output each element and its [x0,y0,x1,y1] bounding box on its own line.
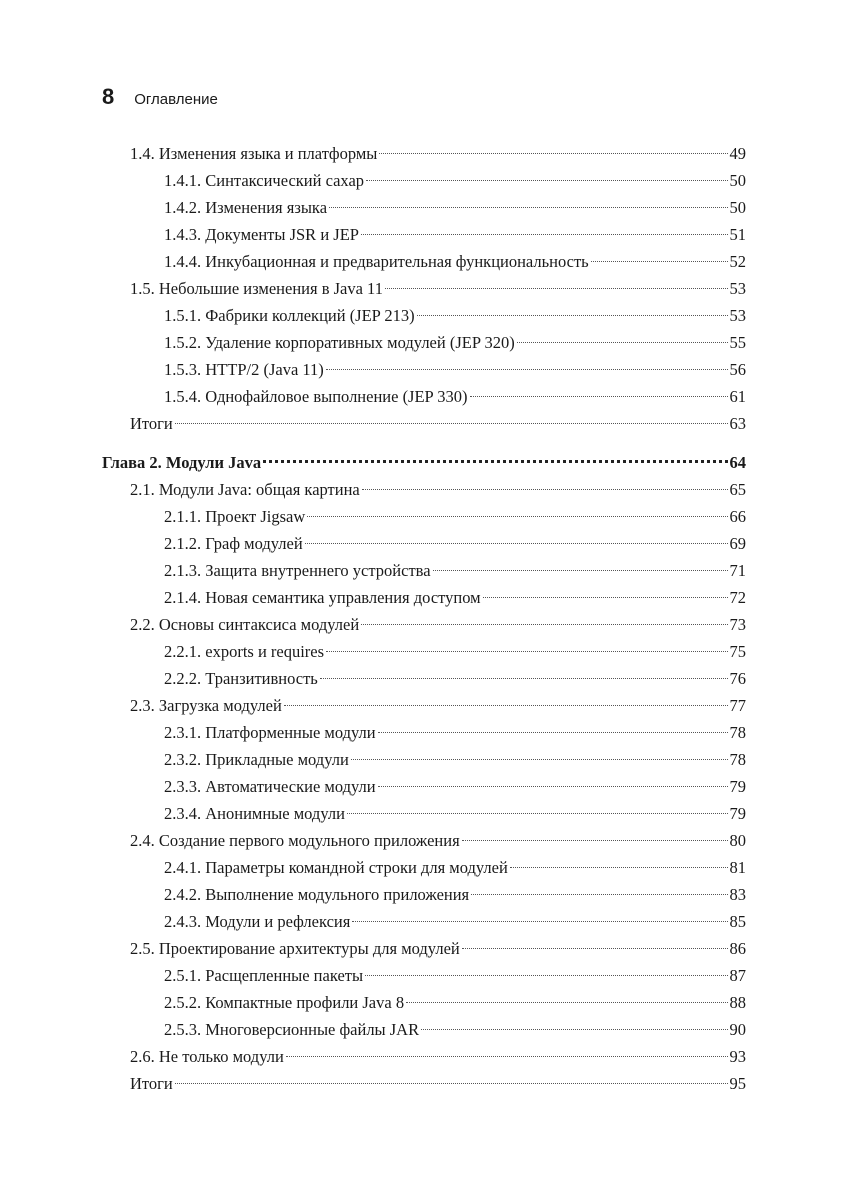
toc-subsection-entry [102,665,746,692]
toc-entry-title: 1.5.2. Удаление корпоративных модулей (JEP 320) [164,333,515,352]
toc-entry-page: 53 [729,306,746,325]
toc-subsection-entry [102,503,746,530]
toc-subsection-entry [102,221,746,248]
toc-entry-title: Глава 2. Модули Java [102,453,262,472]
toc-section-entry [102,1070,746,1097]
toc-entry-title: Итоги [130,414,173,433]
toc-subsection-entry [102,1016,746,1043]
toc-entry-title: 2.4. Создание первого модульного приложения [130,831,460,850]
toc-entry-page: 95 [729,1074,746,1093]
toc-dot-leader [591,261,728,262]
toc-subsection-entry [102,530,746,557]
toc-subsection-entry [102,746,746,773]
toc-subsection-entry [102,989,746,1016]
toc-entry-title: 2.6. Не только модули [130,1047,284,1066]
toc-section-entry [102,1043,746,1070]
toc-entry-page: 51 [729,225,746,244]
toc-entry-title: 1.5.4. Однофайловое выполнение (JEP 330) [164,387,468,406]
toc-entry-title: 2.3.3. Автоматические модули [164,777,376,796]
toc-entry-title: 2.5.2. Компактные профили Java 8 [164,993,405,1012]
toc-entry-page: 65 [729,480,746,499]
toc-subsection-entry [102,719,746,746]
toc-entry-title: 1.4.1. Синтаксический сахар [164,171,365,190]
toc-dot-leader [417,315,728,316]
toc-entry-page: 87 [729,966,746,985]
toc-entry-title: 1.4.4. Инкубационная и предварительная функциональность [164,252,589,271]
toc-dot-leader [175,1083,728,1084]
toc-dot-leader [362,489,728,490]
toc-entry-page: 69 [729,534,746,553]
toc-subsection-entry [102,383,746,410]
toc-entry-page: 64 [729,453,746,472]
toc-entry-page: 73 [729,615,746,634]
toc-dot-leader [329,207,727,208]
running-header [102,84,218,110]
toc-entry-title: 2.2.2. Транзитивность [164,669,318,688]
toc-subsection-entry [102,584,746,611]
toc-entry-page: 63 [729,414,746,433]
toc-dot-leader [320,678,728,679]
toc-dot-leader [365,975,727,976]
toc-chapter-entry [102,449,746,476]
toc-dot-leader [379,153,727,154]
toc-entry-title: 2.3.2. Прикладные модули [164,750,349,769]
toc-dot-leader [326,369,728,370]
toc-dot-leader [378,786,728,787]
toc-entry-page: 61 [729,387,746,406]
toc-entry-title: 2.2. Основы синтаксиса модулей [130,615,360,634]
toc-subsection-entry [102,302,746,329]
toc-entry-title: 2.1.2. Граф модулей [164,534,303,553]
toc-entry-page: 77 [729,696,746,715]
toc-entry-page: 93 [729,1047,746,1066]
toc-subsection-entry [102,854,746,881]
toc-dot-leader [378,732,728,733]
toc-entry-title: 2.5.3. Многоверсионные файлы JAR [164,1020,420,1039]
toc-section-entry [102,611,746,638]
toc-dot-leader [326,651,727,652]
toc-entry-title: 2.1.3. Защита внутреннего устройства [164,561,431,580]
toc-dot-leader [284,705,728,706]
toc-entry-page: 78 [729,750,746,769]
toc-entry-page: 83 [729,885,746,904]
toc-entry-page: 86 [729,939,746,958]
toc-entry-page: 90 [729,1020,746,1039]
toc-section-entry [102,410,746,437]
toc-entry-title: 2.4.2. Выполнение модульного приложения [164,885,470,904]
toc-entry-title: 2.4.1. Параметры командной строки для модулей [164,858,508,877]
toc-entry-page: 81 [729,858,746,877]
toc-entry-page: 71 [729,561,746,580]
toc-dot-leader [263,460,727,463]
toc-subsection-entry [102,908,746,935]
toc-entry-page: 50 [729,198,746,217]
toc-entry-title: 2.5.1. Расщепленные пакеты [164,966,364,985]
toc-section-entry [102,275,746,302]
page-number: 8 [102,84,115,109]
toc-dot-leader [347,813,728,814]
toc-entry-title: 2.1. Модули Java: общая картина [130,480,360,499]
toc-dot-leader [351,759,728,760]
toc-entry-title: 1.5.3. HTTP/2 (Java 11) [164,360,324,379]
toc-dot-leader [433,570,728,571]
toc-entry-page: 75 [729,642,746,661]
toc-dot-leader [361,234,728,235]
toc-dot-leader [385,288,728,289]
toc-section-entry [102,692,746,719]
toc-subsection-entry [102,962,746,989]
toc-dot-leader [305,543,728,544]
toc-entry-page: 76 [729,669,746,688]
toc-entry-page: 53 [729,279,746,298]
toc-subsection-entry [102,881,746,908]
toc-subsection-entry [102,557,746,584]
toc-entry-title: 1.5.1. Фабрики коллекций (JEP 213) [164,306,415,325]
toc-dot-leader [471,894,727,895]
toc-subsection-entry [102,773,746,800]
toc-dot-leader [352,921,727,922]
toc-entry-title: 2.2.1. exports и requires [164,642,325,661]
toc-entry-page: 79 [729,804,746,823]
toc-entry-page: 78 [729,723,746,742]
toc-section-entry [102,476,746,503]
toc-dot-leader [462,840,728,841]
toc-entry-title: 2.5. Проектирование архитектуры для модулей [130,939,460,958]
toc-entry-title: 1.4. Изменения языка и платформы [130,144,378,163]
toc-entry-title: 1.4.3. Документы JSR и JEP [164,225,359,244]
toc-entry-page: 66 [729,507,746,526]
toc-entry-title: 2.1.4. Новая семантика управления доступом [164,588,481,607]
toc-subsection-entry [102,329,746,356]
toc-dot-leader [421,1029,727,1030]
toc-entry-title: 2.3. Загрузка модулей [130,696,282,715]
toc-entry-title: 2.1.1. Проект Jigsaw [164,507,306,526]
toc-entry-page: 52 [729,252,746,271]
toc-dot-leader [470,396,728,397]
toc-entry-title: 2.3.4. Анонимные модули [164,804,345,823]
toc-subsection-entry [102,356,746,383]
toc-dot-leader [307,516,727,517]
toc-subsection-entry [102,800,746,827]
toc-dot-leader [361,624,727,625]
toc-entry-title: Итоги [130,1074,173,1093]
table-of-contents [102,140,746,1097]
toc-entry-title: 1.5. Небольшие изменения в Java 11 [130,279,383,298]
toc-dot-leader [517,342,728,343]
toc-entry-page: 55 [729,333,746,352]
toc-subsection-entry [102,167,746,194]
toc-entry-page: 80 [729,831,746,850]
toc-dot-leader [366,180,727,181]
toc-entry-page: 50 [729,171,746,190]
toc-entry-page: 56 [729,360,746,379]
toc-entry-page: 88 [729,993,746,1012]
running-header-title: Оглавление [134,91,218,108]
toc-subsection-entry [102,194,746,221]
toc-entry-page: 49 [729,144,746,163]
toc-dot-leader [406,1002,727,1003]
toc-entry-page: 72 [729,588,746,607]
toc-section-entry [102,140,746,167]
toc-section-entry [102,935,746,962]
toc-subsection-entry [102,248,746,275]
toc-entry-title: 2.3.1. Платформенные модули [164,723,376,742]
toc-entry-page: 79 [729,777,746,796]
toc-entry-title: 2.4.3. Модули и рефлексия [164,912,351,931]
toc-dot-leader [483,597,728,598]
toc-section-entry [102,827,746,854]
toc-dot-leader [462,948,728,949]
toc-dot-leader [175,423,728,424]
toc-dot-leader [286,1056,728,1057]
toc-dot-leader [510,867,728,868]
toc-entry-title: 1.4.2. Изменения языка [164,198,328,217]
toc-subsection-entry [102,638,746,665]
toc-entry-page: 85 [729,912,746,931]
